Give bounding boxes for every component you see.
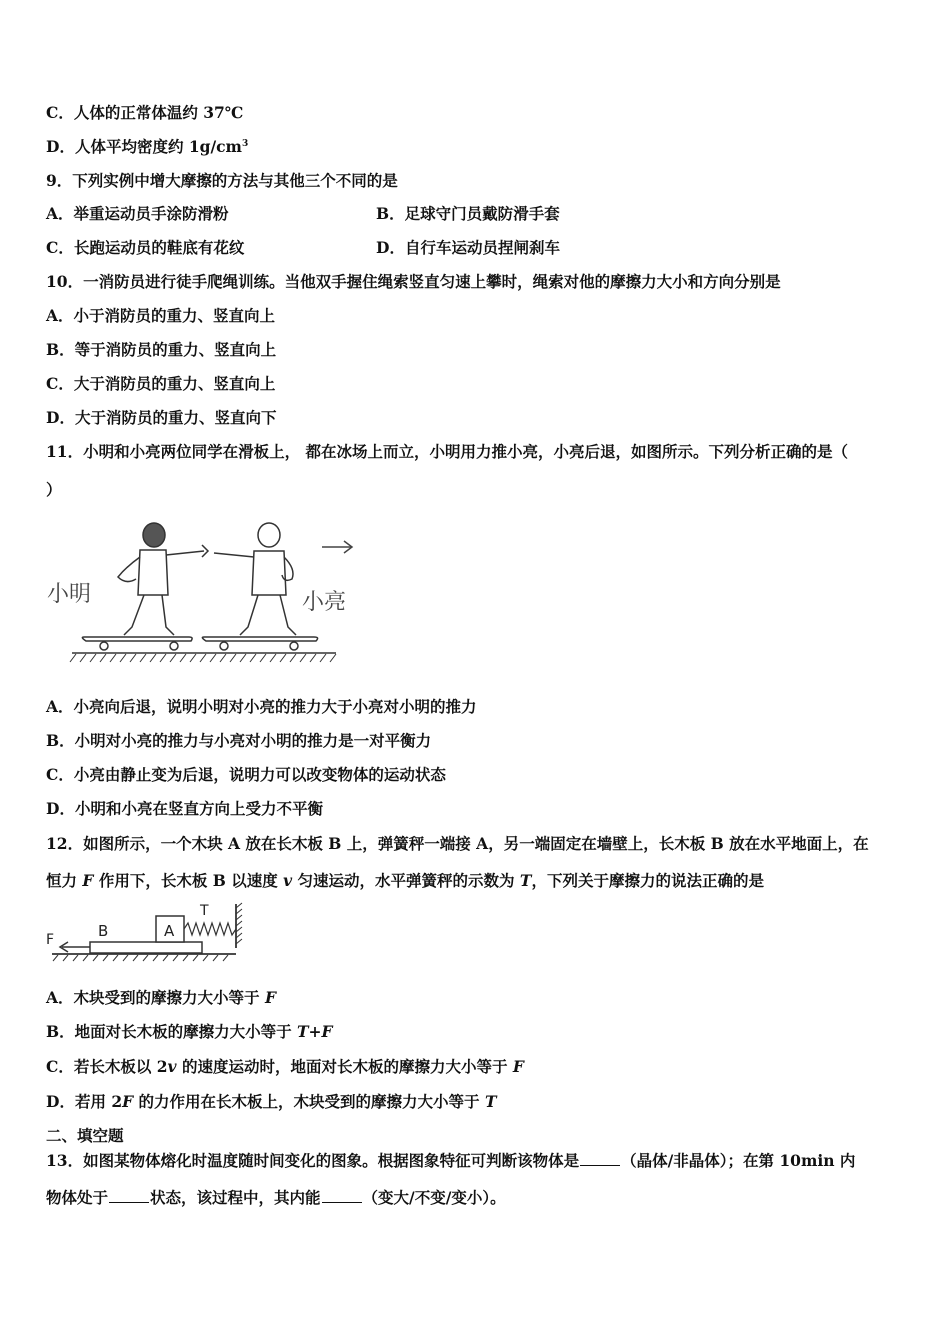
q9-options-row1 [46, 204, 229, 224]
q12-figure-label-B: B [98, 922, 109, 940]
q12-figure-block-spring [44, 902, 244, 964]
q9-option-c: C．长跑运动员的鞋底有花纹 [46, 238, 245, 257]
q11-stem-line1: 11．小明和小亮两位同学在滑板上， 都在冰场上而立，小明用力推小亮，小亮后退，如图所示。下列分析正确的是（ [46, 442, 848, 461]
q12-figure-label-F: F [46, 932, 55, 948]
q12-option-d: D．若用 2F 的力作用在长木板上，木块受到的摩擦力大小等于 T [46, 1092, 497, 1111]
q10-option-c: C．大于消防员的重力、竖直向上 [46, 374, 276, 393]
q13-blank-2[interactable] [109, 1188, 149, 1203]
q10-option-a: A．小于消防员的重力、竖直向上 [46, 306, 276, 325]
q12-option-c: C．若长木板以 2v 的速度运动时，地面对长木板的摩擦力大小等于 F [46, 1057, 524, 1076]
q12-stem-line2: 恒力 F 作用下，长木板 B 以速度 v 匀速运动，水平弹簧秤的示数为 T，下列关于摩擦力的说法正确的是 [46, 871, 764, 890]
q11-option-a: A．小亮向后退，说明小明对小亮的推力大于小亮对小明的推力 [46, 697, 477, 716]
q11-figure-label-xiaoliang: 小亮 [302, 590, 347, 615]
q8-option-c: C．人体的正常体温约 37℃ [46, 103, 244, 122]
q11-option-c: C．小亮由静止变为后退，说明力可以改变物体的运动状态 [46, 765, 446, 784]
q11-stem-line2: ） [46, 480, 62, 499]
section-heading-fill-in: 二、填空题 [46, 1126, 124, 1145]
q8-option-d-superscript: 3 [241, 138, 249, 149]
q12-figure-label-T: T [200, 903, 209, 919]
q10-stem: 10．一消防员进行徒手爬绳训练。当他双手握住绳索竖直匀速上攀时，绳索对他的摩擦力大小和方向分别是 [46, 272, 781, 291]
q9-option-a: A．举重运动员手涂防滑粉 [46, 204, 229, 223]
q12-var-T: T [519, 871, 532, 890]
q13-line1: 13．如图某物体熔化时温度随时间变化的图象。根据图象特征可判断该物体是 （晶体/非晶体）；在第 10min 内 [46, 1151, 856, 1170]
q8-option-d [46, 137, 248, 157]
q12-stem-line1: 12．如图所示，一个木块 A 放在长木板 B 上，弹簧秤一端接 A，另一端固定在墙壁上，长木板 B 放在水平地面上，在 [46, 834, 869, 853]
q12-var-F: F [82, 871, 94, 890]
q13-blank-1[interactable] [580, 1151, 620, 1166]
q11-figure-label-xiaoming: 小明 [47, 582, 92, 607]
q13-blank-3[interactable] [322, 1188, 362, 1203]
q12-figure-label-A: A [164, 922, 175, 940]
q8-option-d-text: D．人体平均密度约 1g/cm [46, 137, 242, 156]
q12-var-v: v [283, 871, 293, 890]
q12-option-a: A．木块受到的摩擦力大小等于 F [46, 988, 276, 1007]
q9-option-d: D．自行车运动员捏闸刹车 [376, 238, 560, 257]
q10-option-b: B．等于消防员的重力、竖直向上 [46, 340, 277, 359]
q11-option-d: D．小明和小亮在竖直方向上受力不平衡 [46, 799, 323, 818]
q9-stem: 9．下列实例中增大摩擦的方法与其他三个不同的是 [46, 171, 398, 190]
q9-option-b: B．足球守门员戴防滑手套 [376, 204, 560, 223]
q12-option-b: B．地面对长木板的摩擦力大小等于 T+F [46, 1022, 333, 1041]
q13-line2: 物体处于 状态，该过程中，其内能 （变大/不变/变小）。 [46, 1188, 506, 1207]
q10-option-d: D．大于消防员的重力、竖直向下 [46, 408, 277, 427]
q11-figure-skateboard [44, 515, 364, 670]
q11-option-b: B．小明对小亮的推力与小亮对小明的推力是一对平衡力 [46, 731, 432, 750]
